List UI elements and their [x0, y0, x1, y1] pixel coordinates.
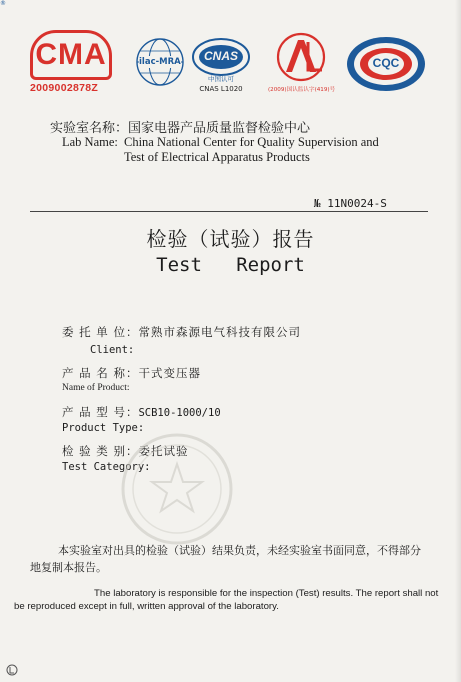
report-title-cn: 检验（试验）报告: [146, 227, 315, 251]
category-value: 委托试验: [138, 444, 189, 458]
lab-name-value-en: China National Center for Quality Supervision and Test of Electrical Apparatus Products: [124, 135, 379, 164]
type-row: [62, 404, 221, 420]
cqc-text: CQC: [372, 56, 400, 70]
client-value: 常熟市森源电气科技有限公司: [138, 325, 301, 339]
cnas-code: CNAS L1020: [199, 85, 243, 93]
header-divider: [30, 211, 428, 212]
page-edge-shadow: [455, 0, 461, 682]
product-label-en: Name of Product:: [62, 383, 130, 393]
product-label-cn: 产 品 名 称：: [62, 366, 139, 380]
embossed-seal-icon: [118, 430, 236, 548]
statement-cn: 本实验室对出具的检验（试验）结果负责，未经实验室书面同意，不得部分地复制本报告。: [30, 544, 421, 574]
report-title-en: Test Report: [156, 254, 305, 276]
type-label-cn: 产 品 型 号：: [62, 405, 139, 419]
ilac-mra-text: ilac-MRA: [139, 57, 181, 67]
cqc-logo: [344, 34, 428, 94]
lab-name-label-cn: 实验室名称：: [50, 121, 129, 136]
client-row: [62, 324, 301, 340]
report-number: № 11N0024-S: [314, 197, 387, 210]
cma-mark: CMA: [30, 30, 112, 80]
type-value: SCB10-1000/10: [138, 407, 221, 419]
product-row: [62, 365, 201, 381]
cal-circle-icon: [268, 32, 338, 84]
client-label-cn: 委 托 单 位：: [62, 325, 139, 339]
cma-logo: [30, 30, 112, 94]
lab-name-label-en: Lab Name:: [62, 135, 118, 149]
category-label-en: Test Category:: [62, 461, 151, 473]
statement-en: The laboratory is responsible for the inspection (Test) results. The report shall not be reproduced except in full, written approval of the laboratory.: [14, 588, 439, 612]
cnas-sub-text: 中国认可: [208, 75, 234, 83]
cal-number: (2009)国认监认字(419)号: [268, 87, 336, 93]
registered-mark: ®: [0, 0, 6, 7]
lab-name-value-cn: 国家电器产品质量监督检验中心: [128, 121, 311, 136]
client-label-en: Client:: [90, 344, 135, 356]
lab-name-cn: [50, 117, 310, 136]
cnas-text: CNAS: [203, 49, 238, 63]
cnas-logo: [190, 36, 252, 96]
category-label-cn: 检 验 类 别：: [62, 444, 139, 458]
ilac-mra-logo: [132, 36, 192, 92]
type-label-en: Product Type:: [62, 422, 145, 434]
product-value: 干式变压器: [138, 366, 201, 380]
corner-mark-icon: [6, 664, 18, 676]
cma-number: 2009002878Z: [30, 82, 99, 94]
cal-logo: [268, 32, 338, 96]
